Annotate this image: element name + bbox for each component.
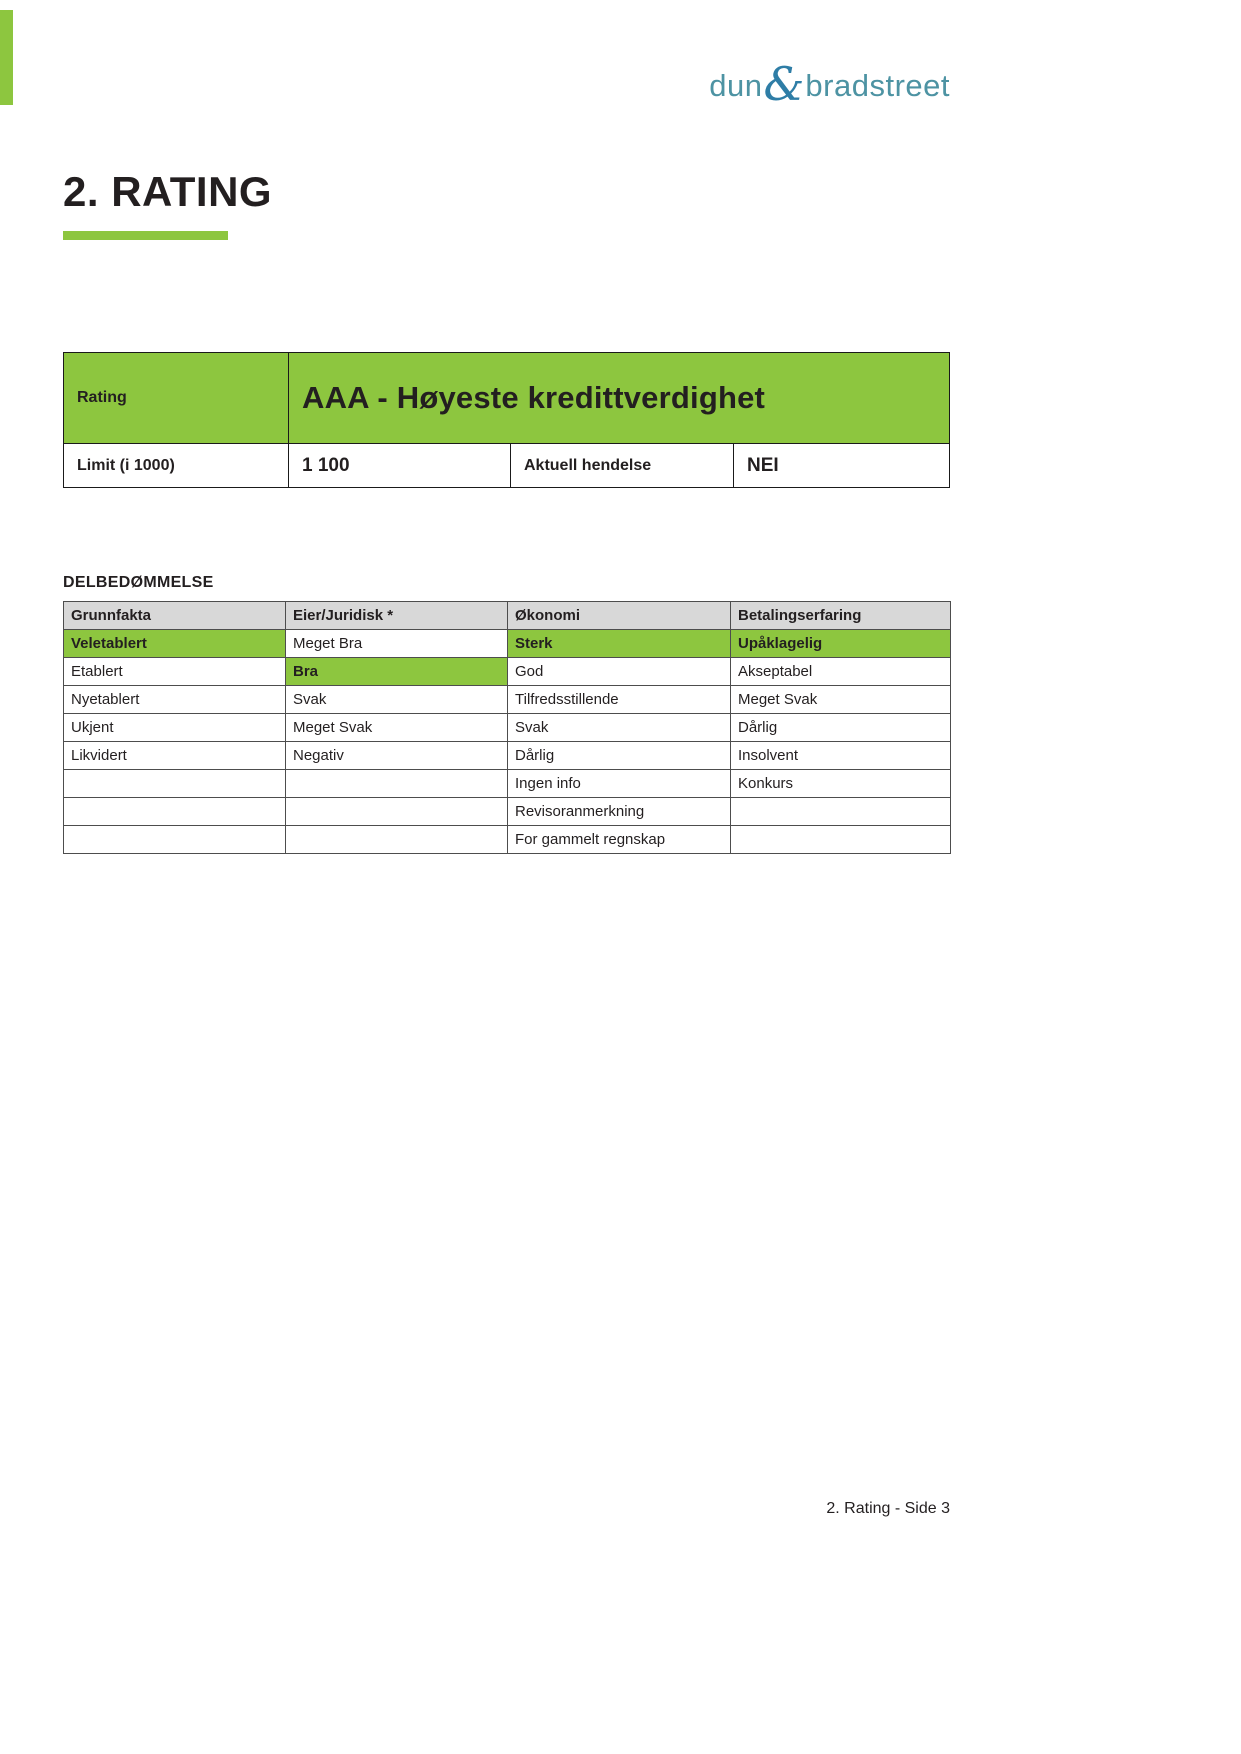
event-value: NEI — [747, 454, 779, 476]
assessment-cell: For gammelt regnskap — [508, 826, 731, 854]
assessment-row — [64, 714, 951, 742]
assessment-cell — [64, 770, 286, 798]
assessment-cell: Likvidert — [64, 742, 286, 770]
assessment-cell — [286, 770, 508, 798]
assessment-cell — [286, 826, 508, 854]
limit-value: 1 100 — [302, 454, 350, 476]
assessment-cell: Svak — [508, 714, 731, 742]
assessment-cell-selected: Veletablert — [64, 630, 286, 658]
assessment-cell: Revisoranmerkning — [508, 798, 731, 826]
rating-value-cell — [289, 353, 949, 443]
logo-text-dun: dun — [709, 68, 763, 103]
limit-value-cell — [289, 443, 511, 487]
limit-row — [64, 443, 949, 487]
assessment-cell: Dårlig — [731, 714, 951, 742]
assessment-row — [64, 826, 951, 854]
assessment-cell: Negativ — [286, 742, 508, 770]
assessment-column-header: Økonomi — [508, 602, 731, 630]
event-label: Aktuell hendelse — [524, 456, 652, 474]
assessment-cell: Dårlig — [508, 742, 731, 770]
assessment-row — [64, 798, 951, 826]
assessment-cell — [286, 798, 508, 826]
assessment-cell: Konkurs — [731, 770, 951, 798]
assessment-cell: Nyetablert — [64, 686, 286, 714]
rating-table — [63, 352, 950, 488]
assessment-cell-selected: Bra — [286, 658, 508, 686]
limit-label-cell — [64, 443, 289, 487]
dun-bradstreet-logo: dun & bradstreet — [709, 57, 950, 111]
assessment-row — [64, 742, 951, 770]
assessment-cell: Tilfredsstillende — [508, 686, 731, 714]
green-corner-mark — [0, 10, 13, 105]
page-footer: 2. Rating - Side 3 — [826, 1500, 950, 1517]
limit-label: Limit (i 1000) — [77, 456, 175, 474]
assessment-row — [64, 658, 951, 686]
assessment-row — [64, 686, 951, 714]
rating-label-cell — [64, 353, 289, 443]
assessment-cell: Akseptabel — [731, 658, 951, 686]
assessment-table — [63, 601, 951, 854]
assessment-cell: God — [508, 658, 731, 686]
assessment-cell: Meget Svak — [731, 686, 951, 714]
assessment-column-header: Eier/Juridisk * — [286, 602, 508, 630]
rating-label: Rating — [77, 389, 127, 406]
assessment-cell: Svak — [286, 686, 508, 714]
heading-green-rule — [63, 231, 228, 240]
assessment-cell-selected: Upåklagelig — [731, 630, 951, 658]
rating-row — [64, 353, 949, 443]
rating-value: AAA - Høyeste kredittverdighet — [302, 380, 766, 415]
assessment-cell: Meget Bra — [286, 630, 508, 658]
event-value-cell — [734, 443, 949, 487]
assessment-cell-selected: Sterk — [508, 630, 731, 658]
event-label-cell — [511, 443, 734, 487]
assessment-cell: Ingen info — [508, 770, 731, 798]
logo-text-bradstreet: bradstreet — [805, 68, 950, 103]
assessment-row — [64, 630, 951, 658]
assessment-cell — [731, 826, 951, 854]
assessment-cell — [731, 798, 951, 826]
assessment-cell — [64, 798, 286, 826]
assessment-cell: Ukjent — [64, 714, 286, 742]
assessment-row — [64, 770, 951, 798]
assessment-cell: Insolvent — [731, 742, 951, 770]
assessment-column-header: Grunnfakta — [64, 602, 286, 630]
page-title: 2. RATING — [63, 168, 273, 215]
assessment-cell — [64, 826, 286, 854]
assessment-cell: Meget Svak — [286, 714, 508, 742]
assessment-section-title: DELBEDØMMELSE — [63, 574, 214, 591]
assessment-header-row — [64, 602, 951, 630]
assessment-cell: Etablert — [64, 658, 286, 686]
assessment-column-header: Betalingserfaring — [731, 602, 951, 630]
